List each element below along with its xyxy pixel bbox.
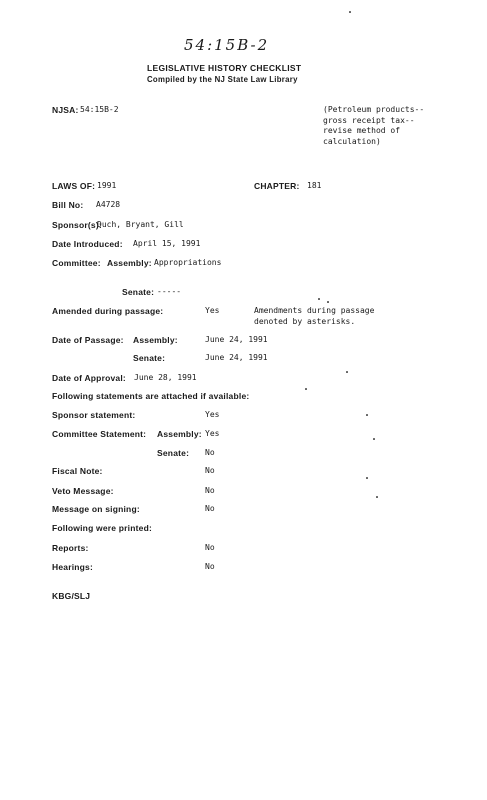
veto-message-label: Veto Message: xyxy=(52,486,114,496)
date-introduced-value: April 15, 1991 xyxy=(133,239,201,248)
scan-speck xyxy=(346,371,348,373)
committee-assembly-value: Appropriations xyxy=(154,258,222,267)
date-introduced-label: Date Introduced: xyxy=(52,239,123,249)
following-attached-heading: Following statements are attached if available: xyxy=(52,391,250,401)
passage-senate-label: Senate: xyxy=(133,353,166,363)
committee-senate-value: ----- xyxy=(157,287,182,296)
scan-speck xyxy=(318,298,320,300)
page-subtitle: Compiled by the NJ State Law Library xyxy=(147,75,298,84)
passage-assembly-value: June 24, 1991 xyxy=(205,335,268,344)
scan-speck xyxy=(373,438,375,440)
following-printed-heading: Following were printed: xyxy=(52,523,152,533)
amended-value: Yes xyxy=(205,306,220,315)
committee-senate-label: Senate: xyxy=(122,287,155,297)
reports-value: No xyxy=(205,543,215,552)
hearings-label: Hearings: xyxy=(52,562,94,572)
signing-message-label: Message on signing: xyxy=(52,504,140,514)
amended-label: Amended during passage: xyxy=(52,306,164,316)
bill-value: A4728 xyxy=(96,200,121,209)
sponsor-statement-value: Yes xyxy=(205,410,220,419)
statute-description: (Petroleum products--gross receipt tax--revise method of calculation) xyxy=(323,105,425,146)
scan-speck xyxy=(305,388,307,390)
bill-label: Bill No: xyxy=(52,200,84,210)
handwritten-number: 54:15B-2 xyxy=(184,36,270,54)
approval-value: June 28, 1991 xyxy=(134,373,197,382)
committee-label: Committee: xyxy=(52,258,101,268)
sponsor-label: Sponsor(s): xyxy=(52,220,102,230)
approval-label: Date of Approval: xyxy=(52,373,126,383)
njsa-label: NJSA: xyxy=(52,105,79,115)
committee-statement-senate-value: No xyxy=(205,448,215,457)
chapter-label: CHAPTER: xyxy=(254,181,300,191)
signing-message-value: No xyxy=(205,504,215,513)
scan-speck xyxy=(349,11,351,13)
scan-speck xyxy=(366,414,368,416)
hearings-value: No xyxy=(205,562,215,571)
committee-statement-label: Committee Statement: xyxy=(52,429,147,439)
amended-note: Amendments during passage denoted by asterisks. xyxy=(254,306,375,326)
laws-label: LAWS OF: xyxy=(52,181,96,191)
njsa-value: 54:15B-2 xyxy=(80,105,119,114)
committee-statement-assembly-label: Assembly: xyxy=(157,429,202,439)
reports-label: Reports: xyxy=(52,543,89,553)
sponsor-value: Duch, Bryant, Gill xyxy=(97,220,184,229)
page-title: LEGISLATIVE HISTORY CHECKLIST xyxy=(147,63,302,73)
scan-speck xyxy=(376,496,378,498)
veto-message-value: No xyxy=(205,486,215,495)
chapter-value: 181 xyxy=(307,181,322,190)
committee-statement-assembly-value: Yes xyxy=(205,429,220,438)
laws-value: 1991 xyxy=(97,181,117,190)
scan-speck xyxy=(327,301,329,303)
sponsor-statement-label: Sponsor statement: xyxy=(52,410,136,420)
fiscal-note-label: Fiscal Note: xyxy=(52,466,103,476)
committee-assembly-label: Assembly: xyxy=(107,258,152,268)
committee-statement-senate-label: Senate: xyxy=(157,448,190,458)
passage-senate-value: June 24, 1991 xyxy=(205,353,268,362)
passage-label: Date of Passage: xyxy=(52,335,124,345)
initials: KBG/SLJ xyxy=(52,591,91,601)
passage-assembly-label: Assembly: xyxy=(133,335,178,345)
fiscal-note-value: No xyxy=(205,466,215,475)
scan-speck xyxy=(366,477,368,479)
